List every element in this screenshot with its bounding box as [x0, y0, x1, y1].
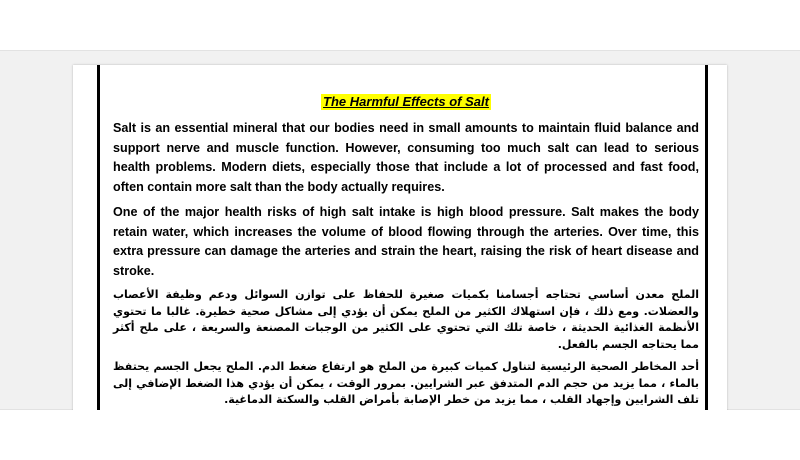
page-border-left	[97, 65, 100, 411]
paragraph-en-2: One of the major health risks of high salt intake is high blood pressure. Salt makes the body retain water, which increases the volume of blood flowing through the arteries. Over time, this extra pressure can damage the arteries and strain the heart, raising the risk of heart disease and stroke.	[113, 205, 699, 278]
document-canvas[interactable]	[0, 50, 800, 410]
document-page[interactable]	[73, 65, 727, 411]
status-area	[0, 410, 800, 460]
document-title: The Harmful Effects of Salt	[323, 94, 489, 109]
paragraph-ar-2: أحد المخاطر الصحية الرئيسية لتناول كميات كبيرة من الملح هو ارتفاع ضغط الدم. الملح يجعل الجسم يحتفظ بالماء ، مما يزيد من حجم الدم المتدفق عبر الشرايين. بمرور الوقت ، يمكن أن يؤدي هذا الضغط الإضافي إلى تلف الشرايين وإجهاد القلب ، مما يزيد من خطر الإصابة بأمراض القلب والسكتة الدماغية.	[113, 360, 699, 406]
page-border-right	[705, 65, 708, 411]
paragraph-ar-1: الملح معدن أساسي تحتاجه أجسامنا بكميات صغيرة للحفاظ على توازن السوائل ودعم وظيفة الأعصاب والعضلات. ومع ذلك ، فإن استهلاك الكثير من الملح يمكن أن يؤدي إلى مشاكل صحية خطيرة. غالبا ما تحتوي الأنظمة الغذائية الحديثة ، خاصة تلك التي تحتوي على الكثير من الوجبات المصنعة والسريعة ، على ملح أكثر مما يحتاجه الجسم بالفعل.	[113, 288, 699, 351]
page-content	[113, 91, 699, 411]
paragraph-en-1: Salt is an essential mineral that our bodies need in small amounts to maintain fluid balance and support nerve and muscle function. However, consuming too much salt can lead to serious health problems. Modern diets, especially those that include a lot of processed and fast food, often contain more salt than the body actually requires.	[113, 121, 699, 194]
toolbar-area	[0, 0, 800, 50]
